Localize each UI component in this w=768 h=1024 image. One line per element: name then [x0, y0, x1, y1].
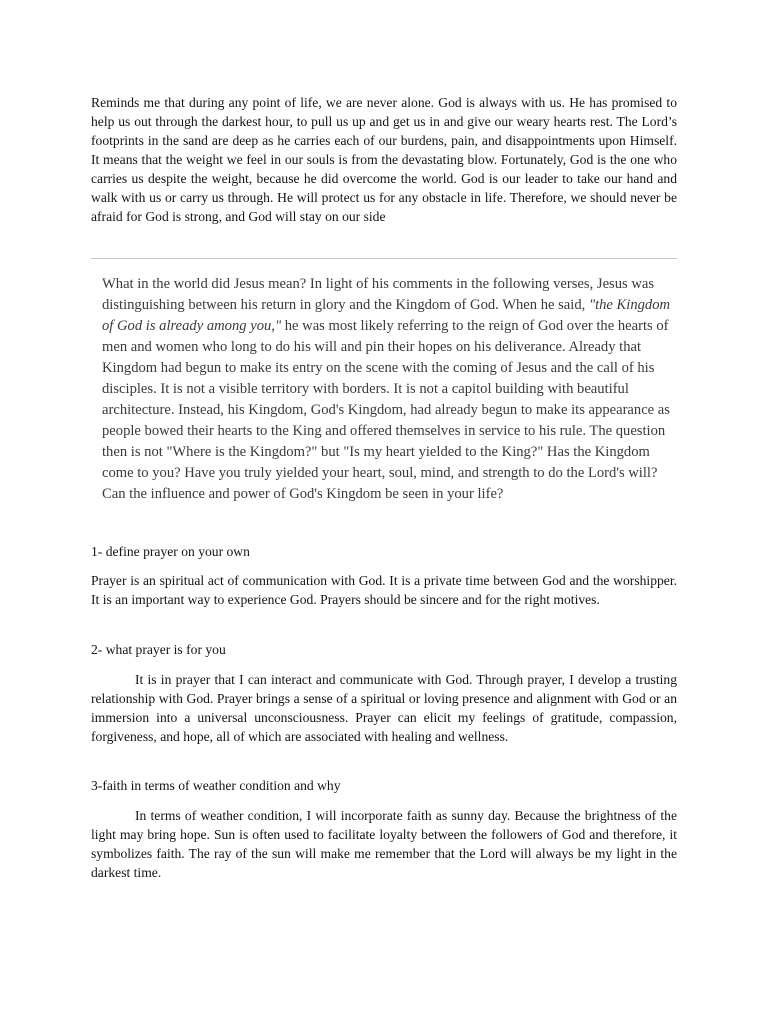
section-heading-3: 3-faith in terms of weather condition and why	[91, 778, 341, 793]
section-body-3: In terms of weather condition, I will incorporate faith as sunny day. Because the brightness of the light may bring hope. Sun is often used to facilitate loyalty between the followers of God and therefore, it symbolizes faith. The ray of the sun will make me remember that the Lord will always be my light in the darkest time.	[91, 808, 677, 880]
quote-divider	[91, 258, 677, 259]
section-heading-1: 1- define prayer on your own	[91, 544, 250, 559]
section-heading-2: 2- what prayer is for you	[91, 642, 226, 657]
quote-text-start: What in the world did Jesus mean? In light of his comments in the following verses, Jesus was distinguishing between his return in glory and the Kingdom of God. When he said,	[102, 276, 655, 313]
quote-text-end: he was most likely referring to the reign of God over the hearts of men and women who long to do his will and pin their hopes on his deliverance. Already that Kingdom had begun to make its entry on the scene with the coming of Jesus and the call of his disciples. It is not a visible territory with borders. It is not a capitol building with beautiful architecture. Instead, his Kingdom, God's Kingdom, had already begun to make its appearance as people bowed their hearts to the King and offered themselves in service to his rule. The question then is not "Where is the Kingdom?" but "Is my heart yielded to the King?" Has the Kingdom come to you? Have you truly yielded your heart, soul, mind, and strength to do the Lord's will? Can the influence and power of God's Kingdom be seen in your life?	[102, 318, 670, 502]
section-body-2: It is in prayer that I can interact and communicate with God. Through prayer, I develop a trusting relationship with God. Prayer brings a sense of a spiritual or loving presence and alignment with God or an immersion into a universal unconsciousness. Prayer can elicit my feelings of gratitude, compassion, forgiveness, and hope, all of which are associated with healing and wellness.	[91, 672, 677, 744]
intro-paragraph: Reminds me that during any point of life, we are never alone. God is always with us. He has promised to help us out through the darkest hour, to pull us up and get us in and give our weary hearts rest. The Lord’s footprints in the sand are deep as he carries each of our burdens, pain, and disappointments upon Himself. It means that the weight we feel in our souls is from the devastating blow. Fortunately, God is the one who carries us despite the weight, because he did overcome the world. God is our leader to take our hand and walk with us or carry us through. He will protect us for any obstacle in life. Therefore, we should never be afraid for God is strong, and God will stay on our side	[91, 95, 677, 224]
quote-italic-phrase: "the Kingdom of God is already among you,"	[102, 297, 671, 334]
section-body-1: Prayer is an spiritual act of communication with God. It is a private time between God and the worshipper. It is an important way to experience God. Prayers should be sincere and for the right motives.	[91, 573, 677, 607]
block-quote	[102, 274, 676, 505]
